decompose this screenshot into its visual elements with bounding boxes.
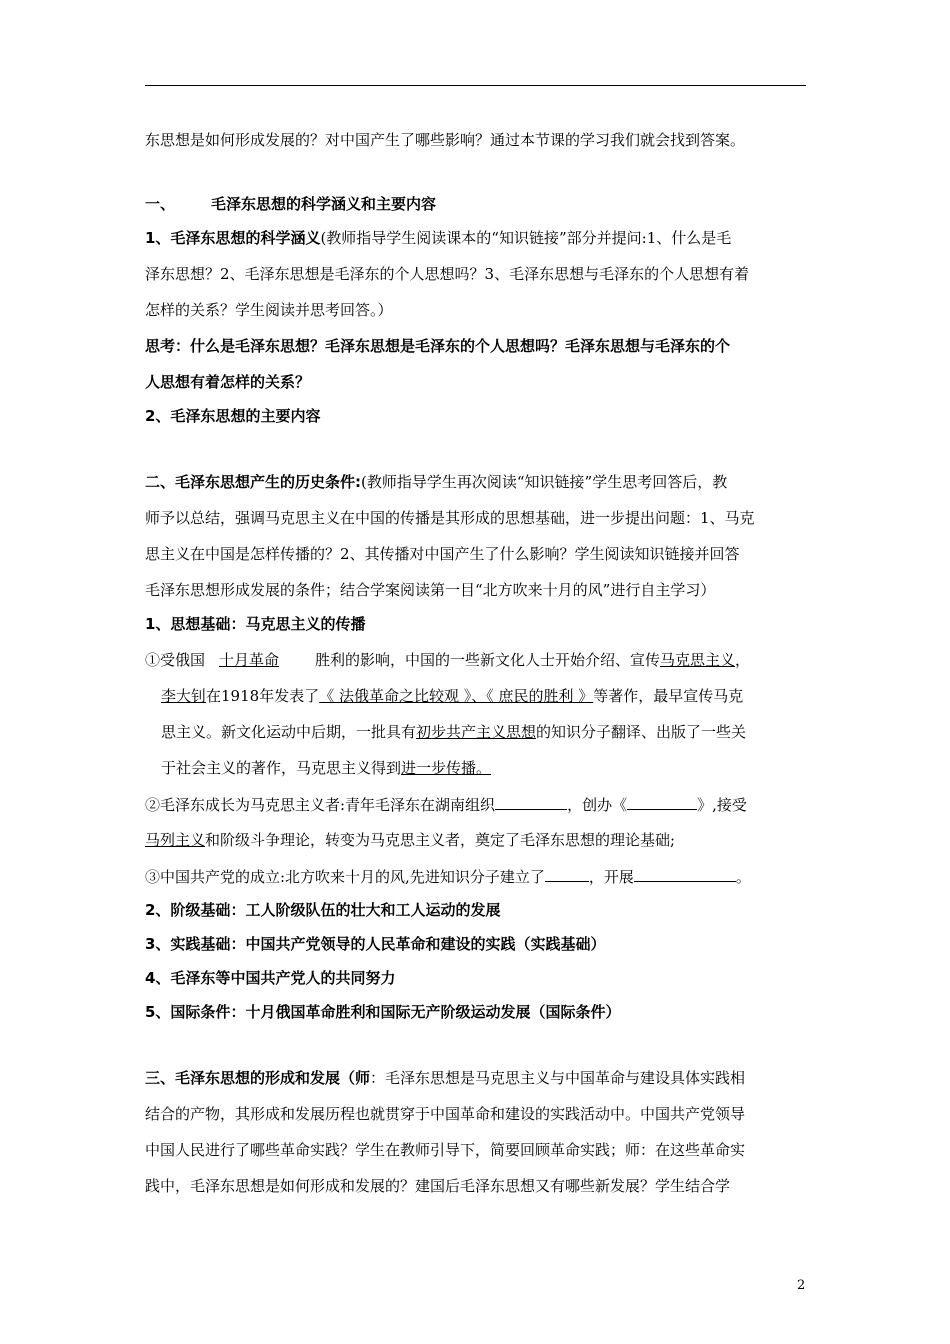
- section1-heading: [145, 194, 815, 214]
- section2-heading: 二、毛泽东思想产生的历史条件:: [145, 473, 362, 491]
- blank-carried-out[interactable]: [634, 866, 736, 882]
- s1-think-line2: 人思想有着怎样的关系？: [145, 373, 311, 391]
- s3-line3: 中国人民进行了哪些革命实践？学生在教师引导下，简要回顾革命实践；师：在这些革命实: [145, 1141, 746, 1159]
- section1-number: 一、: [145, 195, 176, 213]
- s2-item1-line2: 李大钊在1918年发表了《 法俄革命之比较观 》、《 庶民的胜利 》等著作，最早宣传马克: [161, 687, 744, 705]
- page-number: 2: [797, 1278, 806, 1293]
- s2-item2-line2: 马列主义和阶级斗争理论，转变为马克思主义者，奠定了毛泽东思想的理论基础;: [145, 831, 676, 849]
- s2-sub1: 1、思想基础：马克思主义的传播: [145, 615, 366, 633]
- s1-p1-line2: 泽东思想？2、毛泽东思想是毛泽东的个人思想吗？3、毛泽东思想与毛泽东的个人思想有着: [145, 265, 750, 283]
- s1-think-line1: 思考：什么是毛泽东思想？毛泽东思想是毛泽东的个人思想吗？毛泽东思想与毛泽东的个: [145, 337, 731, 355]
- s2-item1-line4: 于社会主义的著作，马克思主义得到进一步传播。: [161, 759, 492, 777]
- s2-item1-line1: ①受俄国 十月革命 胜利的影响，中国的一些新文化人士开始介绍、宣传马克思主义，: [145, 651, 751, 669]
- intro-line: 东思想是如何形成发展的？对中国产生了哪些影响？通过本节课的学习我们就会找到答案。: [145, 131, 746, 149]
- answer-early-communism: 初步共产主义思想: [416, 723, 537, 741]
- s2-line1: 二、毛泽东思想产生的历史条件:(教师指导学生再次阅读“知识链接”学生思考回答后，教: [145, 473, 728, 491]
- s1-p2-head: 2、毛泽东思想的主要内容: [145, 407, 321, 425]
- answer-marxism: 马克思主义: [660, 651, 736, 669]
- blank-publication[interactable]: [627, 794, 697, 810]
- s2-sub2: 2、阶级基础：工人阶级队伍的壮大和工人运动的发展: [145, 901, 501, 919]
- s3-line4: 践中，毛泽东思想是如何形成和发展的？建国后毛泽东思想又有哪些新发展？学生结合学: [145, 1177, 731, 1195]
- s2-item2-line1: ②毛泽东成长为马克思主义者:青年毛泽东在湖南组织 ，创办《 》,接受: [145, 796, 747, 814]
- s2-item1-line3: 思主义。新文化运动中后期，一批具有初步共产主义思想的知识分子翻译、出版了一些关: [161, 723, 747, 741]
- blank-answer-october-revolution: 十月革命: [219, 651, 280, 669]
- s2-line2: 师予以总结，强调马克思主义在中国的传播是其形成的思想基础，进一步提出问题：1、马克: [145, 509, 755, 527]
- s2-line4: 毛泽东思想形成发展的条件；结合学案阅读第一目“北方吹来十月的风”进行自主学习）: [145, 581, 716, 599]
- section1-title: 毛泽东思想的科学涵义和主要内容: [211, 195, 437, 213]
- header-rule: [145, 85, 806, 86]
- s2-line3: 思主义在中国是怎样传播的？2、其传播对中国产生了什么影响？学生阅读知识链接并回答: [145, 545, 740, 563]
- s2-sub4: 4、毛泽东等中国共产党人的共同努力: [145, 969, 396, 987]
- section3-heading: 三、毛泽东思想的形成和发展（师: [145, 1069, 371, 1087]
- s2-item3: ③中国共产党的成立:北方吹来十月的风,先进知识分子建立了 ，开展 。: [145, 868, 751, 886]
- s3-line2: 结合的产物，其形成和发展历程也就贯穿于中国革命和建设的实践活动中。中国共产党领导: [145, 1105, 746, 1123]
- s1-p1-head: 1、毛泽东思想的科学涵义: [145, 229, 321, 247]
- answer-works: 《 法俄革命之比较观 》、《 庶民的胜利 》: [319, 687, 594, 705]
- answer-further-spread: 进一步传播。: [401, 759, 492, 777]
- s2-sub5: 5、国际条件：十月俄国革命胜利和国际无产阶级运动发展（国际条件）: [145, 1003, 621, 1021]
- answer-marxism-leninism: 马列主义: [145, 831, 206, 849]
- s2-sub3: 3、实践基础：中国共产党领导的人民革命和建设的实践（实践基础）: [145, 935, 606, 953]
- s3-line1: 三、毛泽东思想的形成和发展（师：毛泽东思想是马克思主义与中国革命与建设具体实践相: [145, 1069, 746, 1087]
- s1-p1-line3: 怎样的关系？学生阅读并思考回答。）: [145, 301, 393, 319]
- answer-li-dazhao: 李大钊: [161, 687, 207, 705]
- s1-p1-line1: 1、毛泽东思想的科学涵义(教师指导学生阅读课本的“知识链接”部分并提问:1、什么是毛: [145, 229, 732, 247]
- blank-established[interactable]: [545, 866, 589, 882]
- blank-organization[interactable]: [495, 794, 567, 810]
